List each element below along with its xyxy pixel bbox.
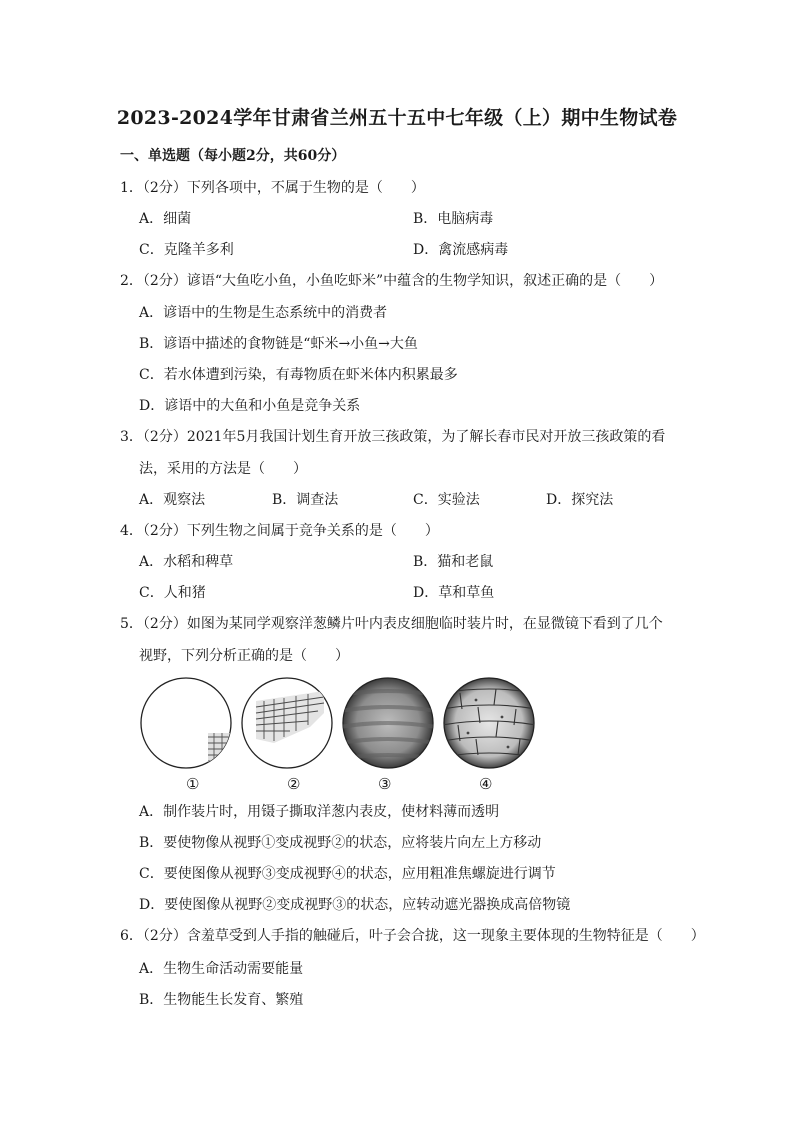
microscope-field-1 (141, 678, 238, 773)
question-6-option-a: A．生物生命活动需要能量 (139, 961, 304, 977)
question-4-stem: 4．（2分）下列生物之间属于竞争关系的是（ ） (120, 523, 439, 539)
question-2-stem: 2．（2分）谚语“大鱼吃小鱼，小鱼吃虾米”中蕴含的生物学知识，叙述正确的是（ ） (120, 273, 664, 289)
question-2-option-b: B．谚语中描述的食物链是“虾米→小鱼→大鱼 (139, 336, 418, 352)
microscope-field-3 (340, 678, 436, 768)
question-6-option-b: B．生物能生长发育、繁殖 (139, 992, 304, 1008)
question-4-option-a: A．水稻和稗草 (139, 554, 234, 570)
question-6-stem: 6．（2分）含羞草受到人手指的触碰后，叶子会合拢，这一现象主要体现的生物特征是（ ） (120, 928, 705, 944)
figure-label-1: ① (186, 775, 200, 793)
question-5-option-a: A．制作装片时，用镊子撕取洋葱内表皮，使材料薄而透明 (139, 804, 500, 820)
question-3-option-d: D．探究法 (546, 492, 614, 508)
question-4-option-d: D．草和草鱼 (413, 585, 495, 601)
microscope-field-2 (242, 678, 332, 768)
question-5-option-c: C．要使图像从视野③变成视野④的状态，应用粗准焦螺旋进行调节 (139, 866, 556, 882)
question-1-option-d: D．禽流感病毒 (413, 242, 509, 258)
question-1-option-a: A．细菌 (139, 211, 192, 227)
question-4-option-c: C．人和猪 (139, 585, 206, 601)
question-4-option-b: B．猫和老鼠 (413, 554, 494, 570)
section-heading: 一、单选题（每小题2分，共60分） (120, 148, 346, 164)
question-5-stem-continued: 视野，下列分析正确的是（ ） (139, 648, 349, 664)
question-5-stem: 5．（2分）如图为某同学观察洋葱鳞片叶内表皮细胞临时装片时，在显微镜下看到了几个 (120, 616, 663, 632)
question-5-option-d: D．要使图像从视野②变成视野③的状态，应转动遮光器换成高倍物镜 (139, 897, 571, 913)
figure-label-3: ③ (378, 775, 392, 793)
question-3-option-b: B．调查法 (272, 492, 339, 508)
figure-label-4: ④ (479, 775, 493, 793)
question-1-option-b: B．电脑病毒 (413, 211, 494, 227)
question-1-option-c: C．克隆羊多利 (139, 242, 234, 258)
question-3-option-a: A．观察法 (139, 492, 206, 508)
question-2-option-a: A．谚语中的生物是生态系统中的消费者 (139, 305, 388, 321)
question-2-option-d: D．谚语中的大鱼和小鱼是竞争关系 (139, 398, 361, 414)
question-3-option-c: C．实验法 (413, 492, 480, 508)
question-3-stem-continued: 法，采用的方法是（ ） (139, 461, 307, 477)
page-title: 2023-2024学年甘肃省兰州五十五中七年级（上）期中生物试卷 (116, 107, 678, 129)
question-5-option-b: B．要使物像从视野①变成视野②的状态，应将装片向左上方移动 (139, 835, 542, 851)
figure-label-2: ② (287, 775, 301, 793)
microscope-field-4 (442, 678, 536, 768)
question-1-stem: 1．（2分）下列各项中，不属于生物的是（ ） (120, 180, 425, 196)
question-2-option-c: C．若水体遭到污染，有毒物质在虾米体内积累最多 (139, 367, 458, 383)
question-3-stem: 3．（2分）2021年5月我国计划生育开放三孩政策，为了解长春市民对开放三孩政策的看 (120, 429, 666, 445)
